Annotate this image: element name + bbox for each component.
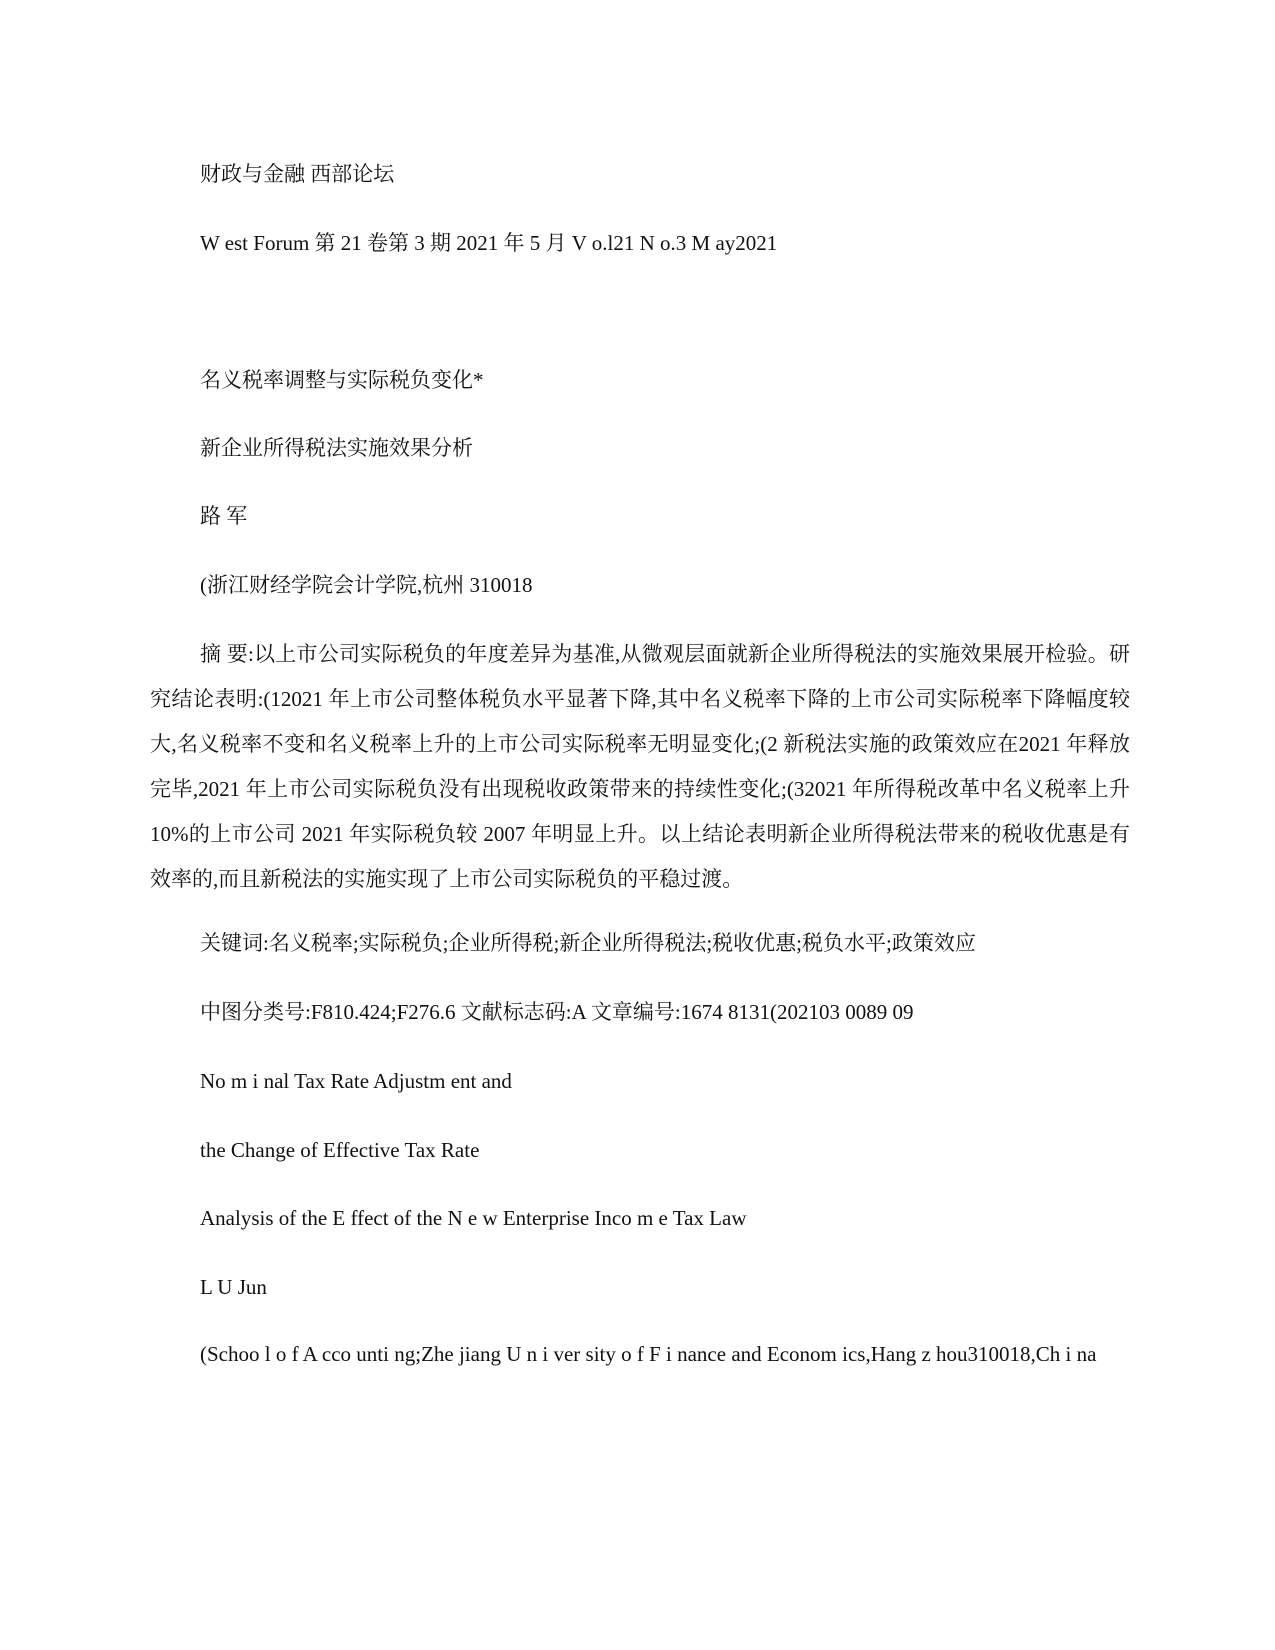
journal-section-line: 财政与金融 西部论坛	[200, 162, 395, 186]
english-title-line-1: No m i nal Tax Rate Adjustm ent and	[200, 1069, 512, 1093]
english-affiliation: (Schoo l o f A cco unti ng;Zhe jiang U n i ver sity o f F i nance and Econom ics,Hang z hou310018,Ch i na	[200, 1342, 1097, 1366]
english-title-line-2: the Change of Effective Tax Rate	[200, 1138, 480, 1162]
english-subtitle: Analysis of the E ffect of the N e w Enterprise Inco m e Tax Law	[200, 1206, 747, 1230]
author-name: 路 军	[200, 504, 248, 528]
abstract-paragraph: 摘 要:以上市公司实际税负的年度差异为基准,从微观层面就新企业所得税法的实施效果展开检验。研究结论表明:(12021 年上市公司整体税负水平显著下降,其中名义税率下降的上市公司实际税率下降幅度较大,名义税率不变和名义税率上升的上市公司实际税率无明显变化;(2 新税法实施的政策效应在2021 年释放完毕,2021 年上市公司实际税负没有出现税收政策带来的持续性变化;(32021 年所得税改革中名义税率上升 10%的上市公司 2021 年实际税负较 2007 年明显上升。以上结论表明新企业所得税法带来的税收优惠是有效率的,而且新税法的实施实现了上市公司实际税负的平稳过渡。	[150, 642, 1130, 891]
classification-line: 中图分类号:F810.424;F276.6 文献标志码:A 文章编号:1674 8131(202103 0089 09	[200, 1000, 914, 1024]
author-affiliation: (浙江财经学院会计学院,杭州 310018	[200, 573, 533, 597]
english-author-name: L U Jun	[200, 1275, 267, 1299]
keywords-line: 关键词:名义税率;实际税负;企业所得税;新企业所得税法;税收优惠;税负水平;政策效应	[200, 931, 976, 955]
article-title: 名义税率调整与实际税负变化*	[200, 368, 484, 392]
journal-issue-line: W est Forum 第 21 卷第 3 期 2021 年 5 月 V o.l21 N o.3 M ay2021	[200, 231, 778, 255]
article-subtitle: 新企业所得税法实施效果分析	[200, 436, 473, 460]
